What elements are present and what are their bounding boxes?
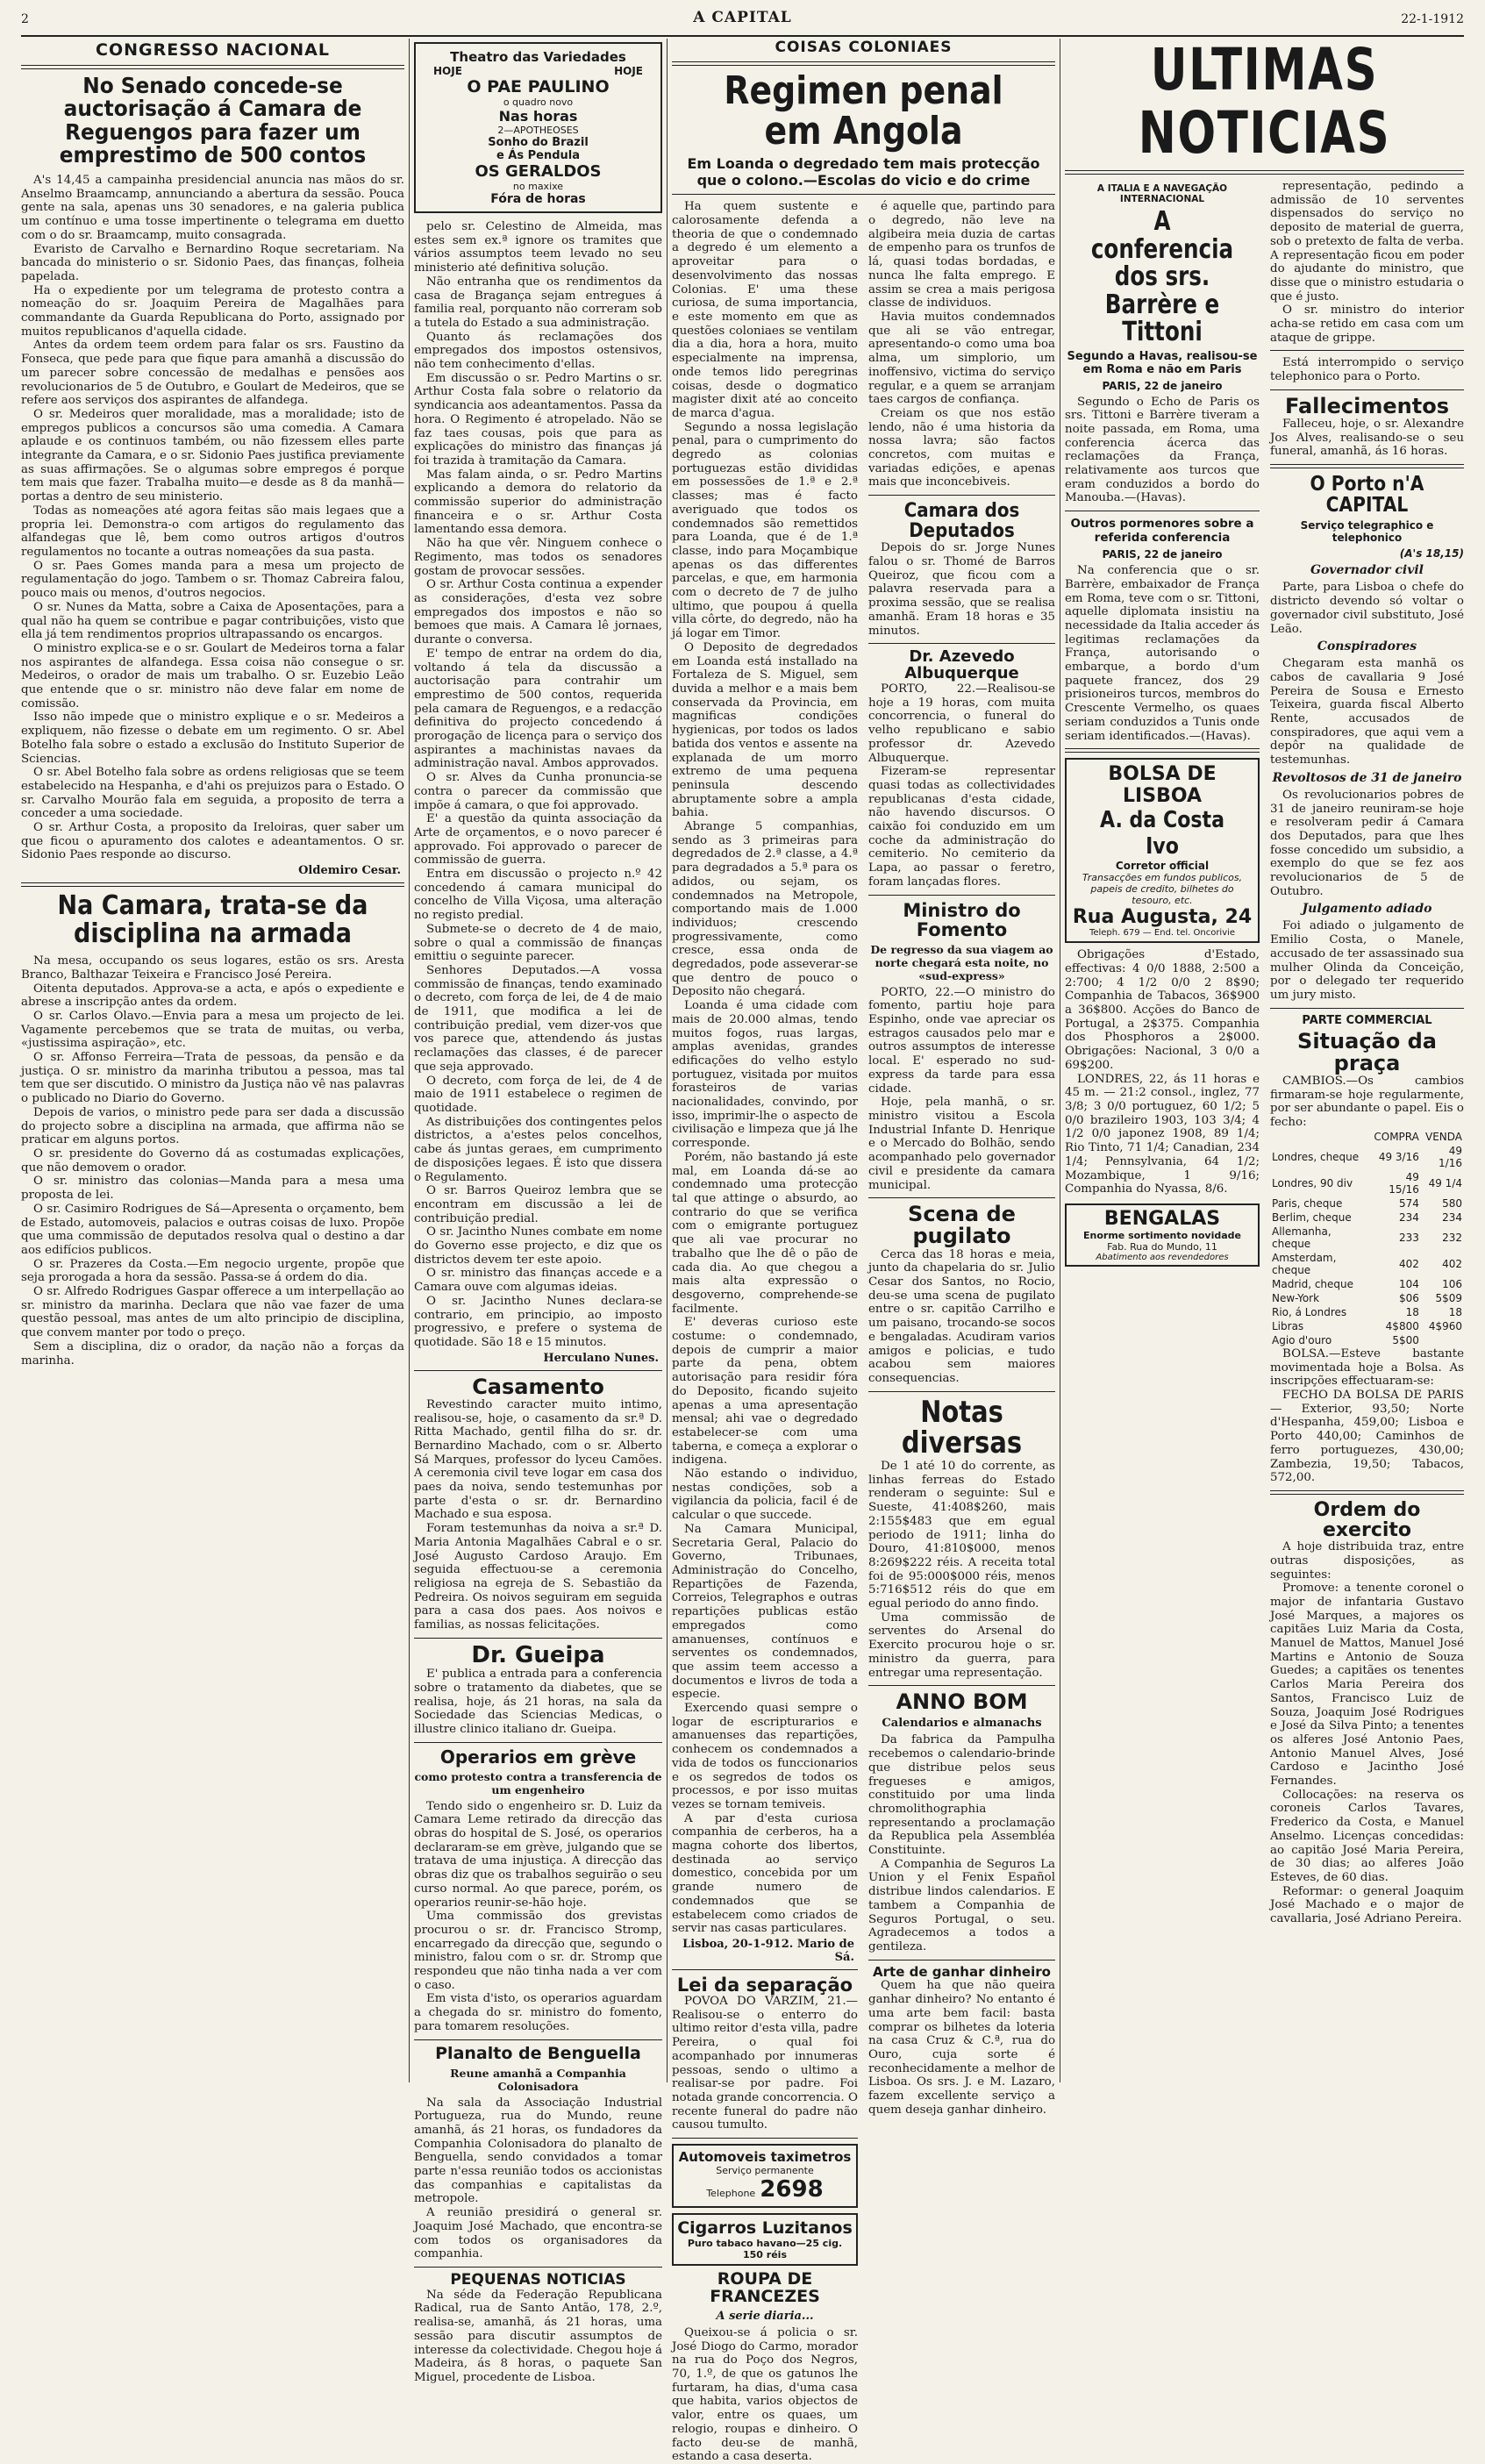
paragraph: Chegaram esta manhã os cabos de cavallaria 9 José Pereira de Sousa e Ernesto Teixeira, guarda fiscal Alberto Rente, accusados de conspiradores, que aqui vem a depôr na qualidade de testemunhas.	[1270, 657, 1464, 768]
byline: Oldemiro Cesar.	[298, 864, 401, 878]
paragraph: PORTO, 22.—Realisou-se hoje a 19 horas, com muita concorrencia, o funeral do velho republicano e sabio professor dr. Azevedo Albuquerque.	[868, 682, 1055, 765]
divider	[414, 1370, 662, 1371]
paragraph: Ha o expediente por um telegrama de protesto contra a nomeação do sr. Joaquim Pereira de Magalhães para commandante da Guarda Republicana do Porto, assignado por muitos republicanos d'aquella cidade.	[21, 283, 404, 339]
paragraph: O sr. Jacintho Nunes combate em nome do Governo esse projecto, e diz que os districtos devem ter este apoio.	[414, 1225, 662, 1267]
column-congresso	[21, 39, 404, 2082]
paragraph: O decreto, com força de lei, de 4 de maio de 1911 estabelece o regimen de quotidade.	[414, 1074, 662, 1115]
cigarette-advert	[672, 2213, 858, 2266]
table-cell	[1421, 1333, 1464, 1347]
paragraph: O sr. ministro das colonias—Manda para a mesa uma proposta de lei.	[21, 1175, 404, 1203]
paragraph: A Companhia de Seguros La Union y el Fenix Español distribue lindos calendarios. E tambem a Companhia de Seguros Portugal, o seu. Agradecemos a todos a gentileza.	[868, 1857, 1055, 1953]
paragraph: CAMBIOS.—Os cambios firmaram-se hoje regularmente, por ser abundante o papel. Eis o fecho:	[1270, 1075, 1464, 1130]
paragraph: De 1 até 10 do corrente, as linhas ferreas do Estado renderam o seguinte: Sul e Sueste, 41:408$260, mais 2:155$483 que em egual periodo de 1911; linha do Douro, 41:810$000, menos 8:269$222 réis. A receita total foi de 95:000$000 réis, menos 5:716$512 réis do que em egual periodo do anno findo.	[868, 1460, 1055, 1611]
paragraph: Submete-se o decreto de 4 de maio, sobre o qual a commissão de finanças emittiu o seguinte parecer.	[414, 922, 662, 964]
paragraph: Na séde da Federação Republicana Radical, rua de Santo Antão, 178, 2.º, realisa-se, amanhã, ás 21 horas, uma sessão para discutir assumptos de interesse da colectividade. Chegou hoje á Madeira, ás 8 horas, o paquete San Miguel, procedente de Lisboa.	[414, 2288, 662, 2384]
article-headline: Planalto de Benguella	[435, 2043, 641, 2063]
paragraph: O sr. Alves da Cunha pronuncia-se contra o parecer da commissão que impõe á camara, o que foi approvado.	[414, 771, 662, 812]
article-subheadline: como protesto contra a transferencia de um engenheiro	[414, 1769, 662, 1796]
divider	[868, 495, 1055, 496]
article-headline: Dr. Azevedo Albuquerque	[904, 647, 1019, 683]
paragraph: O sr. ministro das finanças accede e a Camara ouve com algumas ideias.	[414, 1267, 662, 1295]
table-cell: Amsterdam, cheque	[1272, 1251, 1337, 1276]
paragraph: O sr. Arthur Costa continua a expender as considerações, d'esta vez sobre empregados dos impostos e não so bemoes que mais. A Camara lê jornaes, durante o conversa.	[414, 578, 662, 647]
paragraph: Oitenta deputados. Approva-se a acta, e após o expediente e abrese a inscripção antes da ordem.	[21, 982, 404, 1010]
paragraph: Isso não impede que o ministro explique e o sr. Medeiros a expliquem, não fizesse o debate em um regimento. O sr. Abel Botelho fala sobre o estado a exclusão do Instituto Superior de Sciencias.	[21, 711, 404, 766]
table-cell: 49 1/4	[1428, 1176, 1462, 1189]
paragraph: E' deveras curioso este costume: o condemnado, depois de cumprir a maior parte da pena, obtem autorisação para residir fóra do Deposito, ficando sujeito apenas a uma apresentação mensal; ahi vae o degredado estabelecer-se com uma taberna, e começa a explorar o indigena.	[672, 1316, 858, 1468]
article-subheadline: Revoltosos de 31 de janeiro	[1272, 770, 1462, 785]
paragraph: A hoje distribuida traz, entre outras disposições, as seguintes:	[1270, 1540, 1464, 1582]
text-column	[672, 200, 858, 2464]
paragraph: BOLSA.—Esteve bastante movimentada hoje a Bolsa. As inscripções effectuaram-se:	[1270, 1346, 1464, 1389]
table-cell: 402	[1442, 1257, 1462, 1270]
table-cell: 574	[1398, 1196, 1419, 1210]
paragraph: Revestindo caracter muito intimo, realisou-se, hoje, o casamento da sr.ª D. Ritta Machado, gentil filha do sr. dr. Bernardino Machado, com o sr. Alberto Sá Marques, professor do lyceu Camões. A ceremonia civil teve logar em casa dos paes da noiva, sendo testemunhas por parte d'esta o sr. dr. Bernardino Machado e sua esposa.	[414, 1397, 662, 1522]
table-cell: 5$00	[1392, 1333, 1419, 1346]
paragraph: Uma commissão de serventes do Arsenal do Exercito procurou hoje o sr. ministro da guerra, para entregar uma representação.	[868, 1611, 1055, 1680]
paragraph: Hoje, pela manhã, o sr. ministro visitou a Escola Industrial Infante D. Henrique e o Mercado do Bolhão, sendo acompanhado pelo governador civil e presidente da camara municipal.	[868, 1096, 1055, 1192]
table-row	[1270, 1144, 1464, 1170]
table-cell: 234	[1442, 1211, 1462, 1224]
article-subheadline: De regresso da sua viagem ao norte chegará esta noite, no «sud-express»	[870, 942, 1053, 982]
paragraph: Em discussão o sr. Pedro Martins o sr. Arthur Costa fala sobre o relatorio da syndicancia aos adeantamentos. Passa da hora. O Regimento é atropelado. Não se faz taes cousas, pois que para as explicações do ministro das finanças já foi trazida à tramitação da Camara.	[414, 371, 662, 468]
column-rule	[409, 39, 410, 2082]
table-cell: Libras	[1272, 1319, 1304, 1332]
paragraph: O sr. Affonso Ferreira—Trata de pessoas, da pensão e da justiça. O sr. ministro da marinha tributou a pessoa, mas tal tem que ser discutido. O ministro da Justiça não vê nas palavras o publicado no Diario do Governo.	[21, 1051, 404, 1106]
divider	[1270, 389, 1464, 390]
article-headline: O Porto n'A CAPITAL	[1310, 473, 1424, 518]
divider	[21, 882, 404, 887]
divider	[868, 1197, 1055, 1198]
table-cell: 233	[1398, 1231, 1419, 1244]
table-cell: 49 3/16	[1378, 1150, 1419, 1163]
section-title: COISAS COLONIAES	[775, 39, 953, 56]
paragraph: Os revolucionarios pobres de 31 de janeiro reuniram-se hoje e resolveram pedir á Camara dos Deputados, para que lhes fosse concedido um subsidio, a exemplo do que se fez aos revolucionarios de 5 de Outubro.	[1270, 788, 1464, 898]
show-title: OS GERALDOS	[475, 162, 602, 181]
phone-number: 2698	[760, 2176, 824, 2203]
show-title: Sonho do Brazil	[488, 136, 589, 149]
column-latest-news	[1065, 36, 1464, 2082]
show-title: Fóra de horas	[490, 192, 586, 206]
article-headline: Dr. Gueipa	[471, 1641, 605, 1668]
broker-description: Transacções em fundos publicos, papeis de credito, bilhetes do tesouro, etc.	[1082, 872, 1243, 907]
table-cell: Paris, cheque	[1272, 1196, 1343, 1210]
article-headline: ANNO BOM	[896, 1689, 1028, 1715]
paragraph: O sr. Alfredo Rodrigues Gaspar offerece a um interpellação ao sr. ministro da marinha. Declara que não vae fazer de uma questão pessoal, mas antes de um alto principio de disciplina, que convem manter por todo o preço.	[21, 1285, 404, 1340]
advert-title: BENGALAS	[1103, 1207, 1221, 1230]
show-time: Nas horas	[498, 108, 578, 125]
column-header: COMPRA	[1374, 1130, 1419, 1143]
show-note: 2—APOTHEOSES	[497, 125, 579, 136]
table-cell: 18	[1405, 1305, 1419, 1318]
divider	[414, 2267, 662, 2268]
advert-subtitle: Enorme sortimento novidade	[1083, 1229, 1241, 1241]
paragraph: O sr. presidente do Governo dá as costumadas explicações, que não demovem o orador.	[21, 1147, 404, 1175]
table-row	[1270, 1251, 1464, 1277]
table-cell: 104	[1398, 1277, 1419, 1290]
table-row	[1270, 1277, 1464, 1291]
table-row	[1270, 1319, 1464, 1333]
report-time: (A's 18,15)	[1399, 547, 1464, 561]
article-headline: ROUPA DE FRANCEZES	[710, 2269, 820, 2306]
dateline: PARIS, 22 de janeiro	[1102, 548, 1223, 561]
table-cell: 49 15/16	[1389, 1170, 1419, 1196]
paragraph: Em vista d'isto, os operarios aguardam a chegada do sr. ministro do fomento, para tomarem resoluções.	[414, 1992, 662, 2033]
paragraph: Na sala da Associação Industrial Portugueza, rua do Mundo, reune amanhã, ás 21 horas, os fundadores da Companhia Colonisadora do planalto de Benguella, sendo convidados a tomar parte n'essa reunião todos os accionistas das companhias e capitalistas da metropole.	[414, 2096, 662, 2206]
paragraph: E' tempo de entrar na ordem do dia, voltando á tela da discussão a auctorisação para contrahir um emprestimo de 500 contos, requerida pela camara de Reguengos, e a redacção definitiva do projecto concedendo á prorogação de licença para o serviço dos aspirantes a machinistas navaes da administração naval. Ambos approvados.	[414, 646, 662, 771]
paragraph: A's 14,45 a campainha presidencial anuncia nas mãos do sr. Anselmo Braamcamp, annunciando a abertura da sessão. Pouca gente na sala, apenas uns 30 senadores, e na galeria publica um contínuo e uma tosse impertinente o telegrama em duetto com o do sr. Braamcamp, muito consagrada.	[21, 174, 404, 242]
paragraph: O sr. Arthur Costa, a proposito da Ireloiras, quer saber um que ficou o apuramento dos calotes e adeantamentos. O sr. Sidonio Paes responde ao discurso.	[21, 821, 404, 862]
divider	[414, 1742, 662, 1743]
article-headline: Ordem do exercito	[1313, 1498, 1421, 1542]
table-cell: Londres, 90 div	[1272, 1176, 1353, 1189]
paragraph: Antes da ordem teem ordem para falar os srs. Faustino da Fonseca, que pede para que fique para amanhã a discussão do um parecer sobre concessão de medalhas e pensões aos revolucionarios de 5 de Outubro, e Goulart de Medeiros, que se refere aos serviços dos aspirantes de alfandega.	[21, 339, 404, 408]
show-note: no maxixe	[512, 181, 564, 192]
article-subheadline: Conspiradores	[1317, 639, 1417, 654]
advert-note: Abatimento aos revendedores	[1096, 1252, 1229, 1262]
article-headline: Lei da separação	[676, 1974, 853, 1996]
masthead	[21, 7, 1464, 37]
divider	[1270, 1008, 1464, 1009]
phone-label: Telephone	[706, 2188, 756, 2200]
article-subheadline: Segundo a Havas, realisou-se em Roma e não em Paris	[1067, 349, 1258, 376]
text-column	[1270, 180, 1464, 1926]
article-headline: Na Camara, trata-se da disciplina na armada	[57, 890, 368, 949]
paragraph: Foi adiado o julgamento de Emilio Costa, o Manele, accusado de ter assassinado sua mulher Olinda da Conceição, por o delegado ter requerido um jury misto.	[1270, 919, 1464, 1002]
paragraph: O sr. Prazeres da Costa.—Em negocio urgente, propõe que seja prorogada a hora da sessão. Passa-se á ordem do dia.	[21, 1257, 404, 1285]
paragraph: A par d'esta curiosa companhia de cerberos, ha a magna cohorte dos libertos, destinada ao serviço domestico, concebida por um grande numero de condemnados que se estabelecem como criados de servir nas casas particulares.	[672, 1811, 858, 1936]
paragraph: Na conferencia que o sr. Barrère, embaixador de França em Roma, teve com o sr. Tittoni, aquelle diplomata insistiu na necessidade da Italia acceder ás legitimas reclamações da França, autorisando o embarque, a bordo d'um paquete francez, dos 29 prisioneiros turcos, membros do Crescente Vermelho, os quaes seriam conduzidos a Tunis onde seriam identificados.—(Havas).	[1065, 564, 1260, 743]
article-headline: Ministro do Fomento	[903, 899, 1021, 940]
advert-title: Cigarros Luzitanos	[677, 2218, 853, 2239]
paragraph: representação, pedindo a admissão de 10 serventes dispensados do serviço no deposito de material de guerra, sob o pretexto de falta de verba. A representação ficou em poder do ajudante do ministro, que disse que o ministro estudaria o que é justo.	[1270, 180, 1464, 304]
paragraph: Ha quem sustente e calorosamente defenda a theoria de que o condemnado a degredo é um elemento a aproveitar para o desenvolvimento das nossas Colonias. E' uma these curiosa, de suma importancia, e este momento em que as questões coloniaes se ventilam dia a dia, hora a hora, muito especialmente na imprensa, onde temos lido peregrinas coisas, desde o dogmatico magister dixit até ao conceito de marca d'agua.	[672, 200, 858, 420]
paragraph: O sr. Nunes da Matta, sobre a Caixa de Aposentações, para a qual não ha quem se contribue e pagar contribuições, visto que ella já tem rendimentos proprios ultrapassando os encargos.	[21, 600, 404, 642]
byline: Lisboa, 20-1-912. Mario de Sá.	[682, 1937, 854, 1964]
paragraph: Foram testemunhas da noiva a sr.ª D. Maria Antonia Magalhães Cabral e o sr. José Augusto Cardoso Araujo. Em seguida effectuou-se a ceremonia religiosa na egreja de S. Sebastião da Pedreira. Os noivos seguiram em seguida para a casa dos paes. Aos noivos e familias, as nossas felicitações.	[414, 1522, 662, 1632]
today-label: HOJE	[614, 65, 643, 77]
news-kicker: A ITALIA E A NAVEGAÇÃO INTERNACIONAL	[1096, 183, 1228, 204]
paragraph: PORTO, 22.—O ministro do fomento, partiu hoje para Espinho, onde vae apreciar os estragos causados pelo mar e outros assumptos de interesse local. E' esperado no sud-express da tarde para essa cidade.	[868, 985, 1055, 1096]
article-headline: Operarios em grève	[439, 1746, 637, 1768]
article-subheadline: Reune amanhã a Companhia Colonisadora	[450, 2066, 626, 2093]
paragraph: Parte, para Lisboa o chefe do districto devendo só voltar o governador civil substituto, José Leão.	[1270, 581, 1464, 636]
paragraph: Promove: a tenente coronel o major de infantaria Gustavo José Marques, a majores os capitães Luiz Maria da Costa, Manuel de Mattos, Manuel José Martins e Antonio de Souza Guedes; a capitães os tenentes Carlos Maria Pereira dos Santos, Francisco Luiz de Souza, Joaquim José Rodrigues e José da Silva Pinto; a tenentes os alferes José Antonio Paes, Antonio Manuel Alves, José Cardoso e Jacintho José Fernandes.	[1270, 1582, 1464, 1789]
paragraph: Abrange 5 companhias, sendo as 3 primeiras para degredados de 2.ª classe, a 4.ª para degradados a 5.ª para os adidos, ou sejam, os condemnados na Metropole, comportando mais de 1.000 individuos; crescendo progressivamente, como cresce, essa onda de degredados, pode asseverar-se que dentro de pouco o Deposito não chegará.	[672, 820, 858, 999]
broker-phone: Teleph. 679 — End. tel. Oncorivie	[1089, 928, 1236, 939]
article-subheadline: Em Loanda o degredado tem mais protecção que o colono.—Escolas do vicio e do crime	[687, 155, 1040, 189]
table-row	[1270, 1211, 1464, 1225]
section-title: CONGRESSO NACIONAL	[96, 40, 330, 60]
paragraph: POVOA DO VARZIM, 21.—Realisou-se o enterro do ultimo reitor d'esta villa, padre Pereira, o qual foi acompanhado por innumeras pessoas, sendo o ultimo a realisar-se por padre. Foi notada grande concorrencia. O recente funeral do padre não causou tumulto.	[672, 1995, 858, 2132]
table-row	[1270, 1170, 1464, 1196]
paragraph: Creiam os que nos estão lendo, não é uma historia da nossa lavra; são factos concretos, com muitas e variadas edições, e apenas mais que inconcebiveis.	[868, 406, 1055, 489]
advert-address: Fab. Rua do Mundo, 11	[1107, 1240, 1217, 1253]
article-subheadline: Julgamento adiado	[1302, 902, 1432, 917]
divider	[414, 1638, 662, 1639]
table-cell: 580	[1442, 1196, 1462, 1210]
newspaper-title: A CAPITAL	[693, 9, 792, 26]
paragraph: Não entranha que os rendimentos da casa de Bragança sejam entregues á familia real, porquanto não correram sob a tutela do Estado a sua administração.	[414, 275, 662, 330]
show-title: e Ás Pendula	[496, 149, 581, 162]
column-rule	[667, 39, 668, 2082]
paragraph: Havia muitos condemnados que ali se vão entregar, apresentando-o como uma boa alma, um simplorio, um inoffensivo, victima do serviço regular, e a quem se arranjam taes cargos de confiança.	[868, 311, 1055, 407]
article-headline: A conferencia dos srs. Barrère e Tittoni	[1090, 206, 1234, 347]
paragraph: O Deposito de degredados em Loanda está installado na Fortaleza de S. Miguel, sem duvida a melhor e a mais bem conservada da Provincia, em magnificas condições hygienicas, por todos os lados batida dos ventos e assente na explanada de um morro extremo de uma pequena peninsula descendo abruptamente sobre a ampla bahia.	[672, 640, 858, 820]
article-headline: Arte de ganhar dinheiro	[873, 1963, 1051, 1980]
text-column	[868, 200, 1055, 2464]
paragraph: O sr. Abel Botelho fala sobre as ordens religiosas que se teem estabelecido na Hespanha, e d'ahi os prejuizos para o Estado. O sr. Carvalho Mourão fala em seguida, a proposito de terra a conceder a uma sociedade.	[21, 766, 404, 821]
table-cell: 234	[1398, 1211, 1419, 1224]
table-cell: 4$960	[1428, 1319, 1462, 1332]
paragraph: Exercendo quasi sempre o logar de escripturarios e amanuenses das repartições, conhecem os condemnados a vida de todos os funccionarios e os segredos de todos os processos, e por isso muitas vezes se tornam temiveis.	[672, 1702, 858, 1811]
table-cell: 5$09	[1435, 1291, 1462, 1304]
divider	[868, 1391, 1055, 1392]
table-row	[1270, 1291, 1464, 1305]
paragraph: Sem a disciplina, diz o orador, da nação não a forças da marinha.	[21, 1339, 404, 1368]
show-title: O PAE PAULINO	[467, 77, 610, 96]
service-label: Serviço telegraphico e telephonico	[1300, 519, 1434, 545]
dateline: PARIS, 22 de janeiro	[1102, 379, 1223, 392]
advert-title: BOLSA DE LISBOA	[1108, 763, 1217, 808]
advert-title: Automoveis taximetros	[678, 2149, 852, 2166]
paragraph: Reformar: o general Joaquim José Machado e o major de cavallaria, José Adriano Pereira.	[1270, 1884, 1464, 1926]
divider	[1270, 1490, 1464, 1495]
table-cell: 402	[1398, 1257, 1419, 1270]
paragraph: Não estando o individuo, nestas condições, sob a vigilancia da policia, facil é de calcular o que succede.	[672, 1468, 858, 1523]
article-headline: Regimen penal em Angola	[724, 68, 1003, 154]
paragraph: O sr. Carlos Olavo.—Envia para a mesa um projecto de lei. Vagamente percebemos que se trata de muitas, ou verba, «justissima aspiração», etc.	[21, 1009, 404, 1051]
article-headline: Casamento	[472, 1374, 604, 1399]
divider	[1270, 350, 1464, 351]
paragraph: Collocações: na reserva os coroneis Carlos Tavares, Frederico da Costa, e Manuel Anselmo. Licenças concedidas: ao capitão José Maria Pereira, de 30 dias; ao alferes João Esteves, de 60 dias.	[1270, 1788, 1464, 1884]
table-cell: 4$800	[1385, 1319, 1419, 1332]
table-cell: 106	[1442, 1277, 1462, 1290]
paragraph: pelo sr. Celestino de Almeida, mas estes sem ex.ª ignore os tramites que vários assumptos teem levado no seu ministerio até definitiva solução.	[414, 220, 662, 275]
article-headline: Notas diversas	[901, 1394, 1023, 1461]
section-title: PARTE COMMERCIAL	[1302, 1013, 1432, 1027]
column-colonial	[672, 39, 1055, 2464]
paragraph: Uma commissão dos grevistas procurou o sr. dr. Francisco Stromp, encarregado da direcção que, segundo o ministro, falou com o sr. dr. Stromp que respondeu que não tinha nada a ver com o caso.	[414, 1910, 662, 1992]
article-subheadline: Calendarios e almanachs	[882, 1717, 1042, 1731]
divider	[672, 1969, 858, 1970]
paragraph: Obrigações d'Estado, effectivas: 4 0/0 1888, 2:500 a 2:700; 4 1/2 0/0 2 8$90; Companhia de Tabacos, 36$900 a 36$800. Acções do Banco de Portugal, a 2$375. Companhia dos Phosphoros a 2$000. Obrigações: Nacional, 3 0/0 a 69$200.	[1065, 948, 1260, 1072]
paragraph: Todas as nomeações até agora feitas são mais legaes que a propria lei. Demonstra-o com artigos do regulamento das alfandegas que lê, bem como outros artigos d'outros regulamentos no tocante a outras nomeações da sua pasta.	[21, 504, 404, 559]
divider	[21, 65, 404, 69]
paragraph: Queixou-se á policia o sr. José Diogo do Carmo, morador na rua do Poço dos Negros, 70, 1.º, de que os gatunos lhe furtaram, ha dias, d'uma casa que habita, varios objectos de valor, entre os quaes, um relogio, roupas e dinheiro. O facto deu-se de manhã, estando a casa deserta.	[672, 2325, 858, 2464]
paragraph: As distribuições dos contingentes pelos districtos, a a'estes pelos concelhos, cabe ás juntas geraes, em cumprimento de disposições legaes. É isto que dissera o Regulamento.	[414, 1115, 662, 1184]
divider	[1065, 748, 1260, 753]
divider	[868, 895, 1055, 896]
table-cell: New-York	[1272, 1291, 1320, 1304]
table-cell: Rio, á Londres	[1272, 1305, 1347, 1318]
broker-name: A. da Costa Ivo	[1099, 807, 1225, 861]
exchange-rates-table	[1270, 1130, 1464, 1347]
paragraph: Não ha que vêr. Ninguem conhece o Regimento, mas todos os senadores gostam de provocar sessões.	[414, 537, 662, 578]
table-cell: Agio d'ouro	[1272, 1333, 1332, 1346]
section-title: ULTIMAS NOTICIAS	[1138, 36, 1391, 167]
text-column	[1065, 180, 1260, 1926]
paragraph: O sr. Casimiro Rodrigues de Sá—Apresenta o orçamento, bem de Estado, automoveis, palacios e outras coisas de luxo. Propõe que uma commissão de deputados resolva qual o destino a dar aos edifícios publicos.	[21, 1202, 404, 1257]
paragraph: Quem ha que não queira ganhar dinheiro? No entanto é uma arte bem facil: basta comprar os bilhetes da loteria na casa Cruz & C.ª, rua do Ouro, cuja sorte é reconhecidamente a melhor de Lisboa. Os srs. J. e M. Lazaro, fazem excellente serviço a quem deseja ganhar dinheiro.	[868, 1979, 1055, 2117]
paragraph: O sr. Medeiros quer moralidade, mas a moralidade; isto de empregos publicos a concursos são uma comedia. A Camara aplaude e os continuos também, ou não fizessem elles parte integrante da Camara, e o sr. Sidonio Paes justifica previamente as suas affirmações. Se o algumas sobre empregos é porque tem mais que fazer. Trabalha muito—e desde as 8 da manhã—portas a dentro de seu ministerio.	[21, 407, 404, 504]
divider	[868, 1685, 1055, 1686]
table-cell: 232	[1442, 1231, 1462, 1244]
article-subheadline: Governador civil	[1310, 563, 1424, 578]
table-row	[1270, 1305, 1464, 1319]
article-headline: Camara dos Deputados	[903, 500, 1020, 543]
divider	[672, 194, 1055, 195]
table-cell: 49 1/16	[1439, 1144, 1462, 1169]
byline: Herculano Nunes.	[543, 1351, 659, 1365]
table-cell: Berlim, cheque	[1272, 1211, 1352, 1224]
table-row	[1270, 1196, 1464, 1211]
taxi-advert	[672, 2144, 858, 2208]
divider	[414, 2039, 662, 2040]
paragraph: é aquelle que, partindo para o degredo, não leve na algibeira meia duzia de cartas de empenho para os trunfos de lá, quasi todas bordadas, e nunca lhe falta emprego. E assim se crea a mais perigosa classe de individuos.	[868, 200, 1055, 311]
walking-stick-advert	[1065, 1203, 1260, 1267]
paragraph: Depois do sr. Jorge Nunes falou o sr. Thomé de Barros Queiroz, que ficou com a palavra reservada para a proxima sessão, que se realisa amanhã. Eram 18 horas e 35 minutos.	[868, 541, 1055, 638]
paragraph: O sr. Paes Gomes manda para a mesa um projecto de regulamentação do jogo. Tambem o sr. Thomaz Cabreira falou, pouco mais ou menos, d'outros negocios.	[21, 559, 404, 601]
paragraph: LONDRES, 22, ás 11 horas e 45 m. — 21:2 consol., inglez, 77 3/8; 3 0/0 portuguez, 60 1/2; 5 0/0 brazileiro 1903, 103 3/4; 4 1/2 0/0 japonez 1908, 89 1/4; Rio Tinto, 71 1/4; Canadian, 234 1/4; Pennsylvania, 64 1/2; Mozambique, 1 9/16; Companhia do Nyassa, 8/6.	[1065, 1072, 1260, 1196]
paragraph: O ministro explica-se e o sr. Goulart de Medeiros torna a falar nos aspirantes de alfandega. Essa coisa não consegue o sr. Medeiros, o orador de mais um trabalho. O sr. Euzebio Leão que entende que o sr. ministro não deve falar em nome de comissão.	[21, 641, 404, 711]
paragraph: Fizeram-se representar quasi todas as collectividades republicanas d'esta cidade, não havendo discursos. O caixão foi conduzido em um coche da administração do cemiterio. No cemiterio da Lapa, ao passar o feretro, foram lançadas flores.	[868, 765, 1055, 889]
advert-subtitle: Serviço permanente	[716, 2165, 814, 2177]
broker-role: Corretor official	[1115, 860, 1210, 873]
paragraph: Está interrompido o serviço telephonico para o Porto.	[1270, 356, 1464, 384]
advert-subtitle: Puro tabaco havano—25 cig. 150 réis	[687, 2238, 843, 2261]
divider	[672, 2138, 858, 2139]
column-header: VENDA	[1424, 1130, 1462, 1143]
show-note: o quadro novo	[503, 96, 574, 108]
paragraph: O sr. Jacintho Nunes declara-se contrario, em principio, ao imposto progressivo, e prefere o systema de quotidade. São 18 e 15 minutos.	[414, 1294, 662, 1349]
table-cell: Madrid, cheque	[1272, 1277, 1354, 1290]
paragraph: Da fabrica da Pampulha recebemos o calendario-brinde que distribue pelos seus fregueses e amigos, constituido por uma linda chromolithographia representando a proclamação da Republica pela Assembléa Constituinte.	[868, 1733, 1055, 1858]
table-cell: $06	[1398, 1291, 1419, 1304]
broker-advert	[1065, 758, 1260, 943]
table-cell: 18	[1448, 1305, 1462, 1318]
table-row	[1270, 1333, 1464, 1347]
page-number: 2	[21, 12, 29, 26]
paragraph: O sr. Barros Queiroz lembra que se encontram em discussão a lei de contribuição predial.	[414, 1184, 662, 1225]
paragraph: Tendo sido o engenheiro sr. D. Luiz da Camara Leme retirado da direcção das obras do hospital de S. José, os operarios declararam-se em grève, julgando que se tratava de uma injustiça. A direcção das obras diz que os trabalhos seguirão o seu curso normal. Ao que parece, porém, os operarios reunir-se-hão hoje.	[414, 1799, 662, 1910]
paragraph: Evaristo de Carvalho e Bernardino Roque secretariam. Na bancada do ministerio o sr. Sidonio Paes, das finanças, folheia papelada.	[21, 242, 404, 283]
paragraph: Senhores Deputados.—A vossa commissão de finanças, tendo examinado o decreto, com força de lei, de 4 de maio de 1911, que modifica a lei de contribuição predial, vem dizer-vos que vos parece que, attendendo ás justas reclamações das classes, é de parecer que seja approvado.	[414, 963, 662, 1074]
article-headline: No Senado concede-se auctorisação á Camara de Reguengos para fazer um emprestimo de 500 contos	[59, 73, 367, 168]
paragraph: Segundo a nossa legislação penal, para o cumprimento do degredo as colonias portuguezas estão divididas em possessões de 1.ª e 2.ª classes; mas é facto averiguado que todos os condemnados são remettidos para Loanda, que é de 1.ª classe, indo para Moçambique apenas os das differentes parcelas, e que, em harmonia com o decreto de 7 de julho ultimo, que poupou á quella villa côrte, do degredo, não ha já logar em Timor.	[672, 420, 858, 641]
paragraph: Falleceu, hoje, o sr. Alexandre Jos Alves, realisando-se o seu funeral, amanhã, ás 16 horas.	[1270, 418, 1464, 459]
paragraph: O sr. ministro do interior acha-se retido em casa com um ataque de grippe.	[1270, 304, 1464, 345]
divider	[868, 643, 1055, 644]
article-headline: Scena de pugilato	[908, 1202, 1016, 1249]
issue-date: 22-1-1912	[1401, 12, 1464, 26]
paragraph: Cerca das 18 horas e meia, junto da chapelaria do sr. Julio Cesar dos Santos, no Rocio, deu-se uma scena de pugilato entre o sr. capitão Carrilho e um paisano, trocando-se socos e bengaladas. Acudiram varios amigos e policias, e tudo acabou sem maiores consequencias.	[868, 1247, 1055, 1385]
article-headline: Situação da praça	[1297, 1028, 1437, 1075]
table-cell: Londres, cheque	[1272, 1150, 1360, 1163]
divider	[672, 61, 1055, 66]
article-subheadline: A serie diaria...	[716, 2309, 814, 2323]
theatre-advert	[414, 42, 662, 213]
table-header	[1270, 1130, 1464, 1144]
paragraph: E' a questão da quinta associação da Arte de orçamentos, e o novo parecer é approvado. Foi approvado o parecer de commissão de guerra.	[414, 812, 662, 868]
divider	[1065, 170, 1464, 175]
article-subheadline: Outros pormenores sobre a referida conferencia	[1070, 517, 1254, 546]
paragraph: FECHO DA BOLSA DE PARIS — Exterior, 93,50; Norte d'Hespanha, 459,00; Lisboa e Porto 440,00; Caminhos de ferro portuguezes, 430,00; Zambezia, 19,50; Tabacos, 572,00.	[1270, 1389, 1464, 1485]
today-label: HOJE	[433, 65, 462, 77]
article-headline: Fallecimentos	[1285, 393, 1449, 418]
column-middle	[414, 39, 662, 2384]
paragraph: Segundo o Echo de Paris os srs. Tittoni e Barrère tiveram a noite passada, em Roma, uma conferencia ácerca das reclamações da França, relativamente aos turcos que eram conduzidos a bordo do Manouba.—(Havas).	[1065, 395, 1260, 505]
table-row	[1270, 1225, 1464, 1251]
paragraph: A reunião presidirá o general sr. Joaquim José Machado, que encontra-se com todos os organisadores da companhia.	[414, 2206, 662, 2261]
paragraph: Loanda é uma cidade com mais de 20.000 almas, tendo muitos fogos, ruas largas, amplas avenidas, grandes edificações do velho estylo portuguez, visitada por muitos forasteiros de varias nacionalidades, convindo, por isso, imprimir-lhe o aspecto de civilisação e limpeza que já lhe corresponde.	[672, 999, 858, 1151]
paragraph: Mas falam ainda, o sr. Pedro Martins explicando a demora do relatorio da commissão superior do administração financeira e o sr. Arthur Costa lamentando essa demora.	[414, 468, 662, 537]
column-header	[1270, 1130, 1371, 1144]
paragraph: E' publica a entrada para a conferencia sobre o tratamento da diabetes, que se realisa, hoje, ás 21 horas, na sala da Sociedade das Sciencias Medicas, o illustre clinico italiano dr. Gueipa.	[414, 1668, 662, 1736]
broker-address: Rua Augusta, 24	[1072, 906, 1253, 929]
article-headline: PEQUENAS NOTICIAS	[450, 2270, 626, 2289]
divider	[1270, 464, 1464, 468]
theatre-name: Theatro das Variedades	[450, 49, 626, 65]
paragraph: Na mesa, occupando os seus logares, estão os srs. Aresta Branco, Balthazar Teixeira e Francisco José Pereira.	[21, 954, 404, 982]
paragraph: Na Camara Municipal, Secretaria Geral, Palacio do Governo, Tribunaes, Administração do Concelho, Repartições de Fazenda, Correios, Telegraphos e outras repartições publicas estão empregados como amanuenses, contínuos e serventes os condemnados, que assim teem accesso a documentos e livros de toda a especie.	[672, 1522, 858, 1702]
paragraph: Entra em discussão o projecto n.º 42 concedendo á camara municipal do concelho de Villa Viçosa, uma alteração no registo predial.	[414, 868, 662, 923]
paragraph: Depois de varios, o ministro pede para ser dada a discussão do projecto sobre a disciplina na armada, que affirma não se praticar em alguns portos.	[21, 1105, 404, 1147]
table-cell: Allemanha, cheque	[1272, 1225, 1332, 1250]
paragraph: Quanto ás reclamações dos empregados dos impostos ostensivos, não tem conhecimento d'ellas.	[414, 330, 662, 372]
paragraph: Porém, não bastando já este mal, em Loanda dá-se ao condemnado uma protecção tal que attinge o absurdo, ao contrario do que se verifica com o emigrante portuguez que ali vae procurar no trabalho que lhe dê o pão de cada dia. Ao que chegou a mais alta expressão o desgoverno, comprehende-se facilmente.	[672, 1150, 858, 1316]
